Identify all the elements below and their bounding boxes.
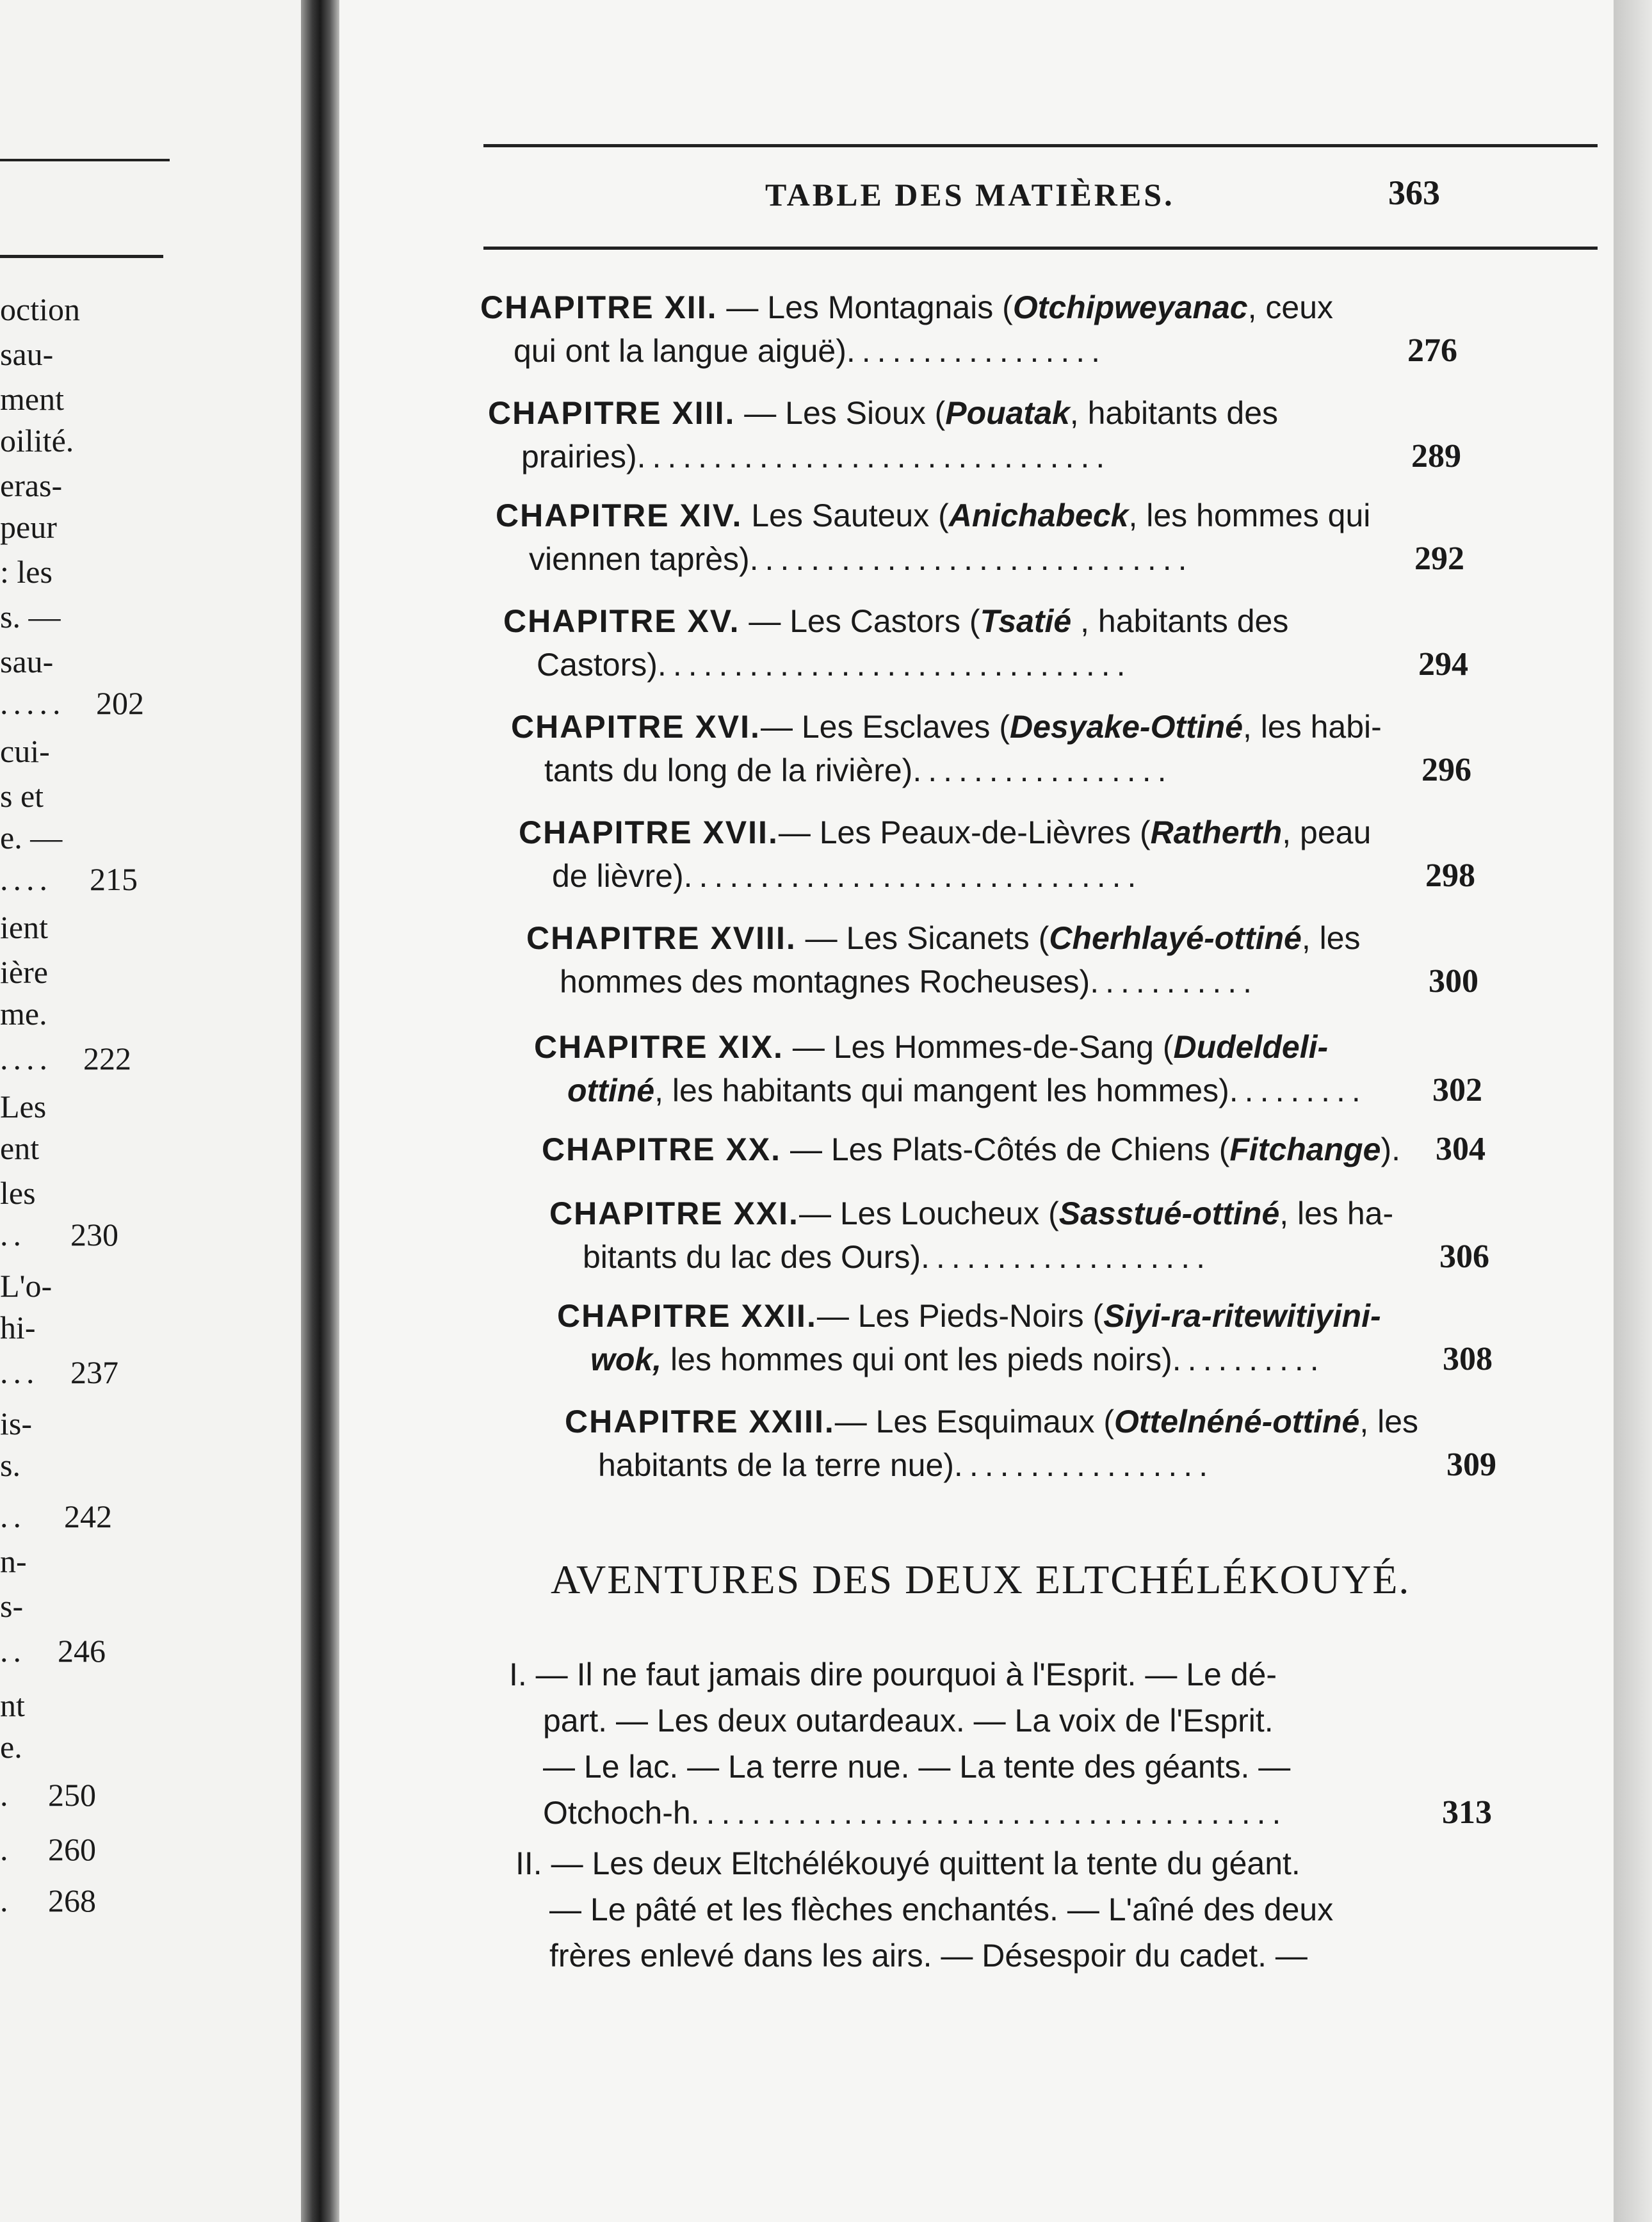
chapter-number: CHAPITRE XXIII. bbox=[565, 1404, 835, 1439]
leader-dots: ......... bbox=[1229, 1073, 1367, 1108]
chapter-title-cont: ). bbox=[1381, 1131, 1401, 1167]
book-spine-gutter bbox=[301, 0, 339, 2222]
left-page-leader-dots: ..... bbox=[0, 685, 66, 721]
left-page-leader-dots: . bbox=[0, 1883, 13, 1918]
left-page-line bbox=[0, 1726, 301, 1768]
left-page-line bbox=[0, 378, 301, 420]
left-page-line bbox=[0, 730, 301, 772]
chapter-title-cont: , ceux bbox=[1247, 289, 1334, 325]
chapter-number: CHAPITRE XVII. bbox=[519, 815, 779, 850]
toc-entry-line-2 bbox=[590, 1337, 1325, 1382]
chapter-number: CHAPITRE XVI. bbox=[511, 709, 761, 745]
chapter-title-cont: , habitants des bbox=[1069, 395, 1279, 431]
left-page-line bbox=[0, 506, 301, 548]
left-page-leader-dots: .... bbox=[0, 1041, 53, 1076]
left-page-line bbox=[0, 1630, 301, 1672]
toc-entry-line-2 bbox=[598, 1443, 1214, 1488]
chapter-title: — Les Castors ( bbox=[740, 603, 980, 639]
left-page-text: n- bbox=[0, 1543, 27, 1579]
page-edge bbox=[1614, 0, 1652, 2222]
left-page-line bbox=[0, 1444, 301, 1486]
left-page-text: L'o- bbox=[0, 1268, 53, 1304]
chapter-number: CHAPITRE XIII. bbox=[488, 395, 736, 431]
left-page-number: 250 bbox=[48, 1777, 96, 1813]
toc-page-number: 304 bbox=[1436, 1131, 1486, 1167]
left-page-text: eras- bbox=[0, 467, 63, 503]
left-page-line bbox=[0, 1684, 301, 1726]
native-name: Cherhlayé-ottiné bbox=[1049, 920, 1302, 956]
native-name: Otchipweyanac bbox=[1012, 289, 1248, 325]
toc-page-number: 296 bbox=[1421, 752, 1471, 788]
toc-entry-line-1 bbox=[480, 285, 1333, 330]
left-page-line bbox=[0, 1879, 301, 1922]
left-page-line bbox=[0, 906, 301, 948]
left-page-line bbox=[0, 596, 301, 638]
leader-dots: .......... bbox=[1172, 1342, 1325, 1377]
native-name: Siyi-ra-ritewitiyini- bbox=[1103, 1298, 1381, 1334]
table-of-contents-page bbox=[339, 0, 1614, 2222]
left-page-line bbox=[0, 1774, 301, 1816]
section-item-text: II. — Les deux Eltchélékouyé quittent la tente du géant. bbox=[515, 1845, 1300, 1881]
chapter-title: — Les Hommes-de-Sang ( bbox=[783, 1029, 1174, 1065]
toc-entry-line-1 bbox=[534, 1025, 1328, 1069]
chapter-number: CHAPITRE XIV. bbox=[496, 498, 743, 533]
left-page-text: s. — bbox=[0, 599, 61, 635]
left-page-number: 215 bbox=[90, 861, 138, 897]
chapter-title-cont: , les habi- bbox=[1243, 709, 1382, 745]
left-page-line bbox=[0, 1828, 301, 1870]
left-page-text: me. bbox=[0, 996, 47, 1032]
chapter-title-cont: , peau bbox=[1282, 815, 1372, 850]
toc-entry-line-2 bbox=[560, 959, 1258, 1004]
section-item-text: part. — Les deux outardeaux. — La voix de l'Esprit. bbox=[543, 1703, 1274, 1739]
section-item-line bbox=[515, 1841, 1300, 1886]
chapter-title-line-2: habitants de la terre nue) bbox=[598, 1447, 954, 1483]
chapter-title-cont: , les hommes qui bbox=[1128, 498, 1371, 533]
toc-entry-line-2 bbox=[567, 1068, 1367, 1113]
left-page-line bbox=[0, 775, 301, 817]
left-page-text: is- bbox=[0, 1406, 32, 1441]
section-item-line bbox=[543, 1790, 1287, 1835]
left-page-text: ière bbox=[0, 954, 48, 990]
native-name-cont: ottiné bbox=[567, 1073, 655, 1108]
section-item-text: I. — Il ne faut jamais dire pourquoi à l'Esprit. — Le dé- bbox=[509, 1657, 1277, 1692]
left-page-text: sau- bbox=[0, 336, 54, 372]
left-page-text: peur bbox=[0, 509, 57, 545]
left-page-number: 202 bbox=[96, 685, 144, 721]
leader-dots: ........... bbox=[1090, 964, 1259, 1000]
left-page-number: 237 bbox=[70, 1354, 118, 1390]
left-page-text: oilité. bbox=[0, 423, 74, 458]
toc-entry-line-2 bbox=[583, 1235, 1211, 1279]
chapter-title: — Les Peaux-de-Lièvres ( bbox=[778, 815, 1151, 850]
toc-entry-line-2 bbox=[552, 854, 1142, 898]
left-page-line bbox=[0, 1585, 301, 1627]
chapter-number: CHAPITRE XXII. bbox=[557, 1298, 817, 1334]
leader-dots: ............................... bbox=[636, 439, 1112, 474]
toc-entry-line-1 bbox=[549, 1191, 1393, 1236]
toc-page-number: 292 bbox=[1414, 540, 1464, 577]
header-rule-top bbox=[483, 144, 1598, 147]
chapter-number: CHAPITRE XX. bbox=[542, 1131, 782, 1167]
chapter-number: CHAPITRE XV. bbox=[503, 603, 740, 639]
left-page-text: ient bbox=[0, 909, 48, 945]
toc-entry-line-2 bbox=[544, 748, 1173, 793]
chapter-title-line-2: prairies) bbox=[521, 439, 637, 474]
left-page-line bbox=[0, 816, 301, 859]
toc-entry-line-1 bbox=[565, 1399, 1418, 1444]
left-page-text: s. bbox=[0, 1447, 20, 1483]
leader-dots: .............................. bbox=[683, 858, 1143, 894]
left-page-number: 230 bbox=[70, 1217, 118, 1253]
running-header: TABLE DES MATIÈRES. bbox=[765, 177, 1175, 213]
chapter-number: CHAPITRE XVIII. bbox=[526, 920, 797, 956]
toc-page-number: 289 bbox=[1411, 438, 1461, 474]
section-item-text: frères enlevé dans les airs. — Désespoir du cadet. — bbox=[549, 1938, 1308, 1974]
toc-page-number: 294 bbox=[1418, 646, 1468, 683]
toc-entry-line-1 bbox=[511, 704, 1382, 749]
left-page-text: cui- bbox=[0, 733, 50, 769]
left-page-line bbox=[0, 419, 301, 462]
chapter-title: — Les Sicanets ( bbox=[796, 920, 1049, 956]
left-page-line bbox=[0, 464, 301, 507]
toc-entry-line-1 bbox=[503, 599, 1288, 644]
toc-page-number: 308 bbox=[1443, 1341, 1493, 1377]
native-name: Dudeldeli- bbox=[1173, 1029, 1329, 1065]
left-page-leader-dots: .. bbox=[0, 1217, 26, 1253]
chapter-title-line-2: Castors) bbox=[537, 647, 658, 683]
left-page-text: e. bbox=[0, 1729, 22, 1765]
left-page-number: 268 bbox=[48, 1883, 96, 1918]
page-number: 363 bbox=[1388, 174, 1440, 212]
chapter-title: — Les Pieds-Noirs ( bbox=[816, 1298, 1104, 1334]
section-item-line bbox=[543, 1698, 1274, 1743]
native-name: Fitchange bbox=[1229, 1131, 1381, 1167]
section-item-text: — Le lac. — La terre nue. — La tente des géants. — bbox=[543, 1749, 1291, 1785]
left-header-rule bbox=[0, 159, 170, 161]
toc-entry-line-1 bbox=[542, 1127, 1400, 1172]
toc-entry-line-1 bbox=[519, 810, 1371, 855]
left-page-line bbox=[0, 858, 301, 900]
chapter-title: — Les Montagnais ( bbox=[717, 289, 1013, 325]
native-name: Tsatié bbox=[980, 603, 1072, 639]
toc-entry-line-2 bbox=[537, 642, 1132, 687]
left-page-text: s- bbox=[0, 1588, 24, 1624]
chapter-title-cont: , les bbox=[1301, 920, 1361, 956]
chapter-title-cont: , habitants des bbox=[1071, 603, 1289, 639]
left-page-leader-dots: . bbox=[0, 1777, 13, 1813]
left-page-line bbox=[0, 1495, 301, 1537]
left-page-leader-dots: . bbox=[0, 1831, 13, 1867]
leader-dots: ............................... bbox=[657, 647, 1132, 683]
chapter-title-line-2: les hommes qui ont les pieds noirs) bbox=[661, 1342, 1172, 1377]
chapter-title-cont: , les bbox=[1359, 1404, 1419, 1439]
left-page-text: e. — bbox=[0, 820, 63, 856]
left-page-text: : les bbox=[0, 554, 53, 590]
section-item-line bbox=[549, 1933, 1308, 1978]
chapter-title: — Les Sioux ( bbox=[735, 395, 946, 431]
native-name: Anichabeck bbox=[948, 498, 1129, 533]
leader-dots: ................... bbox=[921, 1239, 1211, 1275]
left-page-text: Les bbox=[0, 1089, 47, 1124]
left-page-line bbox=[0, 640, 301, 683]
chapter-title-line-2: tants du long de la rivière) bbox=[544, 752, 913, 788]
left-page-line bbox=[0, 1351, 301, 1393]
left-page-text: ment bbox=[0, 381, 64, 417]
toc-entry-line-2 bbox=[529, 537, 1194, 581]
toc-entry-line-1 bbox=[496, 493, 1370, 538]
toc-page-number: 276 bbox=[1407, 332, 1457, 369]
left-page-text: les bbox=[0, 1175, 36, 1211]
chapter-title-cont: , les ha- bbox=[1279, 1196, 1394, 1231]
native-name: Ottelnéné-ottiné bbox=[1114, 1404, 1360, 1439]
left-page-number: 260 bbox=[48, 1831, 96, 1867]
left-page-leader-dots: .. bbox=[0, 1498, 26, 1534]
native-name: Desyake-Ottiné bbox=[1009, 709, 1243, 745]
leader-dots: ................. bbox=[912, 752, 1173, 788]
left-page-text: ent bbox=[0, 1130, 40, 1166]
left-page-line bbox=[0, 951, 301, 993]
native-name: Pouatak bbox=[945, 395, 1070, 431]
chapter-title: — Les Loucheux ( bbox=[798, 1196, 1059, 1231]
left-page-number: 246 bbox=[58, 1633, 106, 1669]
left-page-text: s et bbox=[0, 778, 44, 814]
left-page-line bbox=[0, 1213, 301, 1256]
chapter-title: — Les Esquimaux ( bbox=[834, 1404, 1115, 1439]
native-name: Ratherth bbox=[1150, 815, 1283, 850]
chapter-title-line-2: bitants du lac des Ours) bbox=[583, 1239, 921, 1275]
previous-page-fragment bbox=[0, 0, 301, 2222]
left-header-rule-lower bbox=[0, 255, 163, 258]
chapter-title-line-2: qui ont la langue aiguë) bbox=[514, 333, 846, 369]
toc-page-number: 298 bbox=[1425, 857, 1475, 894]
left-page-line bbox=[0, 1402, 301, 1445]
left-page-number: 222 bbox=[83, 1041, 131, 1076]
section-item-line bbox=[549, 1887, 1333, 1932]
chapter-number: CHAPITRE XII. bbox=[480, 289, 718, 325]
left-page-line bbox=[0, 288, 301, 330]
section-item-line bbox=[543, 1744, 1290, 1789]
header-rule-bottom bbox=[483, 247, 1598, 250]
chapter-title: — Les Plats-Côtés de Chiens ( bbox=[781, 1131, 1230, 1167]
left-page-line bbox=[0, 333, 301, 375]
toc-entry-line-2 bbox=[514, 328, 1106, 373]
left-page-text: nt bbox=[0, 1687, 25, 1723]
left-page-line bbox=[0, 1265, 301, 1307]
left-page-leader-dots: .... bbox=[0, 861, 53, 897]
toc-page-number: 306 bbox=[1439, 1238, 1489, 1275]
left-page-line bbox=[0, 551, 301, 593]
section-item-text: — Le pâté et les flèches enchantés. — L'aîné des deux bbox=[549, 1892, 1334, 1927]
chapter-number: CHAPITRE XIX. bbox=[534, 1029, 784, 1065]
section-item-line bbox=[509, 1652, 1277, 1697]
leader-dots: ............................. bbox=[749, 541, 1194, 577]
left-page-number: 242 bbox=[64, 1498, 112, 1534]
left-page-line bbox=[0, 682, 301, 724]
leader-dots: ................. bbox=[953, 1447, 1215, 1483]
chapter-title-line-2: de lièvre) bbox=[552, 858, 684, 894]
left-page-text: sau- bbox=[0, 644, 54, 679]
section-item-text: Otchoch-h bbox=[543, 1795, 691, 1831]
leader-dots: ................. bbox=[846, 333, 1107, 369]
leader-dots: ....................................... bbox=[690, 1795, 1288, 1831]
chapter-title-line-2: , les habitants qui mangent les hommes) bbox=[654, 1073, 1229, 1108]
toc-entry-line-1 bbox=[526, 916, 1361, 961]
section-title: AVENTURES DES DEUX ELTCHÉLÉKOUYÉ. bbox=[551, 1557, 1411, 1602]
section-page-number: 313 bbox=[1442, 1794, 1492, 1831]
chapter-title: Les Sauteux ( bbox=[742, 498, 949, 533]
left-page-line bbox=[0, 993, 301, 1035]
toc-entry-line-1 bbox=[488, 391, 1278, 435]
chapter-title-line-2: hommes des montagnes Rocheuses) bbox=[560, 964, 1090, 1000]
left-page-line bbox=[0, 1085, 301, 1128]
left-page-line bbox=[0, 1037, 301, 1080]
native-name-cont: wok, bbox=[590, 1342, 662, 1377]
left-page-leader-dots: ... bbox=[0, 1354, 40, 1390]
left-page-text: hi- bbox=[0, 1310, 36, 1345]
chapter-title-line-2: viennen taprès) bbox=[529, 541, 750, 577]
toc-page-number: 302 bbox=[1432, 1072, 1482, 1108]
left-page-leader-dots: .. bbox=[0, 1633, 26, 1669]
toc-entry-line-2 bbox=[521, 434, 1111, 479]
left-page-text: oction bbox=[0, 291, 80, 327]
left-page-line bbox=[0, 1127, 301, 1169]
chapter-title: — Les Esclaves ( bbox=[760, 709, 1010, 745]
toc-page-number: 309 bbox=[1446, 1447, 1496, 1483]
left-page-line bbox=[0, 1306, 301, 1349]
left-page-line bbox=[0, 1540, 301, 1582]
native-name: Sasstué-ottiné bbox=[1058, 1196, 1280, 1231]
toc-page-number: 300 bbox=[1429, 963, 1478, 1000]
left-page-line bbox=[0, 1172, 301, 1214]
toc-entry-line-1 bbox=[557, 1293, 1381, 1338]
chapter-number: CHAPITRE XXI. bbox=[549, 1196, 799, 1231]
